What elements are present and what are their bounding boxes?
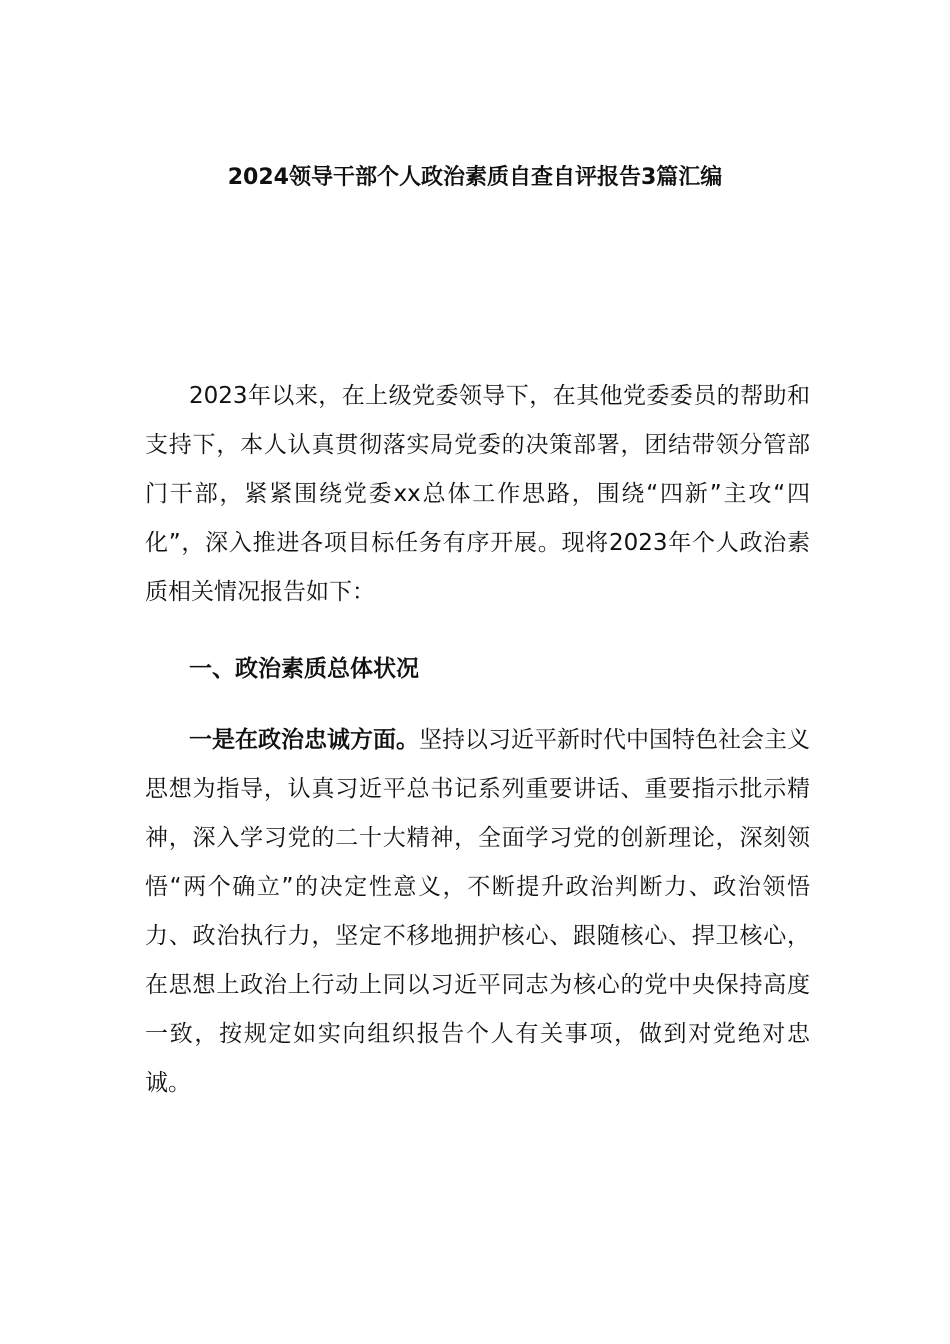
loyalty-paragraph-text: 坚持以习近平新时代中国特色社会主义思想为指导，认真习近平总书记系列重要讲话、重要指示批示精神，深入学习党的二十大精神，全面学习党的创新理论，深刻领悟“两个确立”的决定性意义，不断提升政治判断力、政治领悟力、政治执行力，坚定不移地拥护核心、跟随核心、捍卫核心，在思想上政治上行动上同以习近平同志为核心的党中央保持高度一致，按规定如实向组织报告个人有关事项，做到对党绝对忠诚。: [145, 727, 810, 1096]
loyalty-paragraph: [145, 716, 810, 1108]
intro-paragraph: 2023年以来，在上级党委领导下，在其他党委委员的帮助和支持下，本人认真贯彻落实局党委的决策部署，团结带领分管部门干部，紧紧围绕党委xx总体工作思路，围绕“四新”主攻“四化”，深入推进各项目标任务有序开展。现将2023年个人政治素质相关情况报告如下：: [145, 383, 810, 605]
document-title: 2024领导干部个人政治素质自查自评报告3篇汇编: [227, 165, 723, 190]
section-heading: 一、政治素质总体状况: [189, 656, 419, 682]
loyalty-paragraph-lead: 一是在政治忠诚方面。: [189, 727, 419, 753]
